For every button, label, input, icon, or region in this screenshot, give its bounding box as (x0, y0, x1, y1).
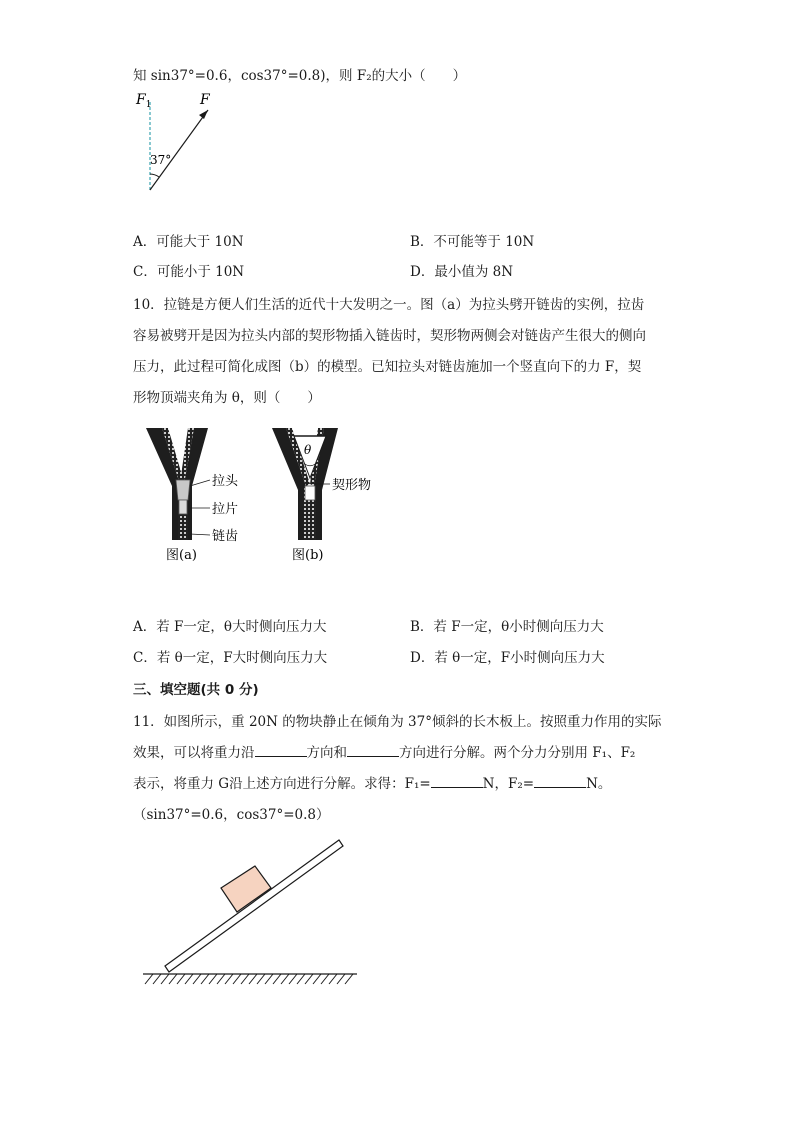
f-arrowhead (199, 110, 208, 119)
slider-icon (176, 480, 190, 500)
label-theta: θ (304, 443, 312, 457)
block (221, 866, 271, 912)
label-slider: 拉头 (212, 474, 239, 489)
left-tape (146, 428, 180, 540)
label-teeth: 链齿 (212, 529, 239, 544)
q10-option-a[interactable]: A．若 F一定，θ大时侧向压力大 (133, 619, 327, 635)
q9-stem-tail: 知 sin37°=0.6，cos37°=0.8)，则 F₂的大小（ ） (133, 68, 467, 84)
q10-option-b[interactable]: B．若 F一定，θ小时侧向压力大 (410, 619, 604, 635)
label-pull-tab: 拉片 (212, 502, 239, 517)
zipper-figure-a (140, 424, 270, 569)
blank-f2[interactable] (534, 775, 586, 788)
q9-option-b[interactable]: B．不可能等于 10N (410, 234, 535, 250)
q10-option-c[interactable]: C．若 θ一定，F大时侧向压力大 (133, 650, 328, 666)
q11-line2: 效果，可以将重力沿 方向和 方向进行分解。两个分力分别用 F₁、F₂ (133, 745, 636, 761)
f-vector-line (150, 110, 208, 190)
q9-option-a[interactable]: A．可能大于 10N (133, 234, 244, 250)
q11-line3: 表示，将重力 G沿上述方向进行分解。求得：F₁= N，F₂= N。 (133, 776, 612, 792)
caption-b: 图(b) (292, 548, 324, 563)
blank-direction-2[interactable] (347, 744, 399, 757)
pull-tab-b-icon (305, 486, 315, 500)
zipper-figure-b (268, 424, 398, 569)
q11-line4: （sin37°=0.6，cos37°=0.8） (133, 807, 330, 823)
q9-option-d[interactable]: D．最小值为 8N (410, 264, 514, 280)
q10-line4: 形物顶端夹角为 θ，则（ ） (133, 390, 321, 406)
pull-tab-icon (179, 500, 187, 514)
q9-force-diagram (128, 88, 228, 198)
angle-arc (150, 174, 159, 177)
q10-line3: 压力，此过程可简化成图（b）的模型。已知拉头对链齿施加一个竖直向下的力 F，契 (133, 359, 642, 375)
section-title: 三、填空题(共 0 分) (133, 682, 259, 698)
blank-f1[interactable] (431, 775, 483, 788)
label-wedge: 契形物 (332, 478, 372, 493)
f-label: F (200, 92, 210, 108)
q9-option-c[interactable]: C．可能小于 10N (133, 264, 245, 280)
q10-option-d[interactable]: D．若 θ一定，F小时侧向压力大 (410, 650, 605, 666)
caption-a: 图(a) (166, 548, 197, 563)
incline-figure (135, 832, 375, 992)
inclined-board (165, 840, 343, 972)
q11-line1: 11．如图所示，重 20N 的物块静止在倾角为 37°倾斜的长木板上。按照重力作用的实际 (133, 714, 662, 730)
blank-direction-1[interactable] (255, 744, 307, 757)
q10-line1: 10．拉链是方便人们生活的近代十大发明之一。图（a）为拉头劈开链齿的实例，拉齿 (133, 297, 645, 313)
f1-label: $F_1$ (136, 92, 152, 110)
q10-line2: 容易被劈开是因为拉头内部的契形物插入链齿时，契形物两侧会对链齿产生很大的侧向 (133, 328, 646, 344)
ground-hatch (145, 974, 353, 984)
angle-label: 37° (150, 153, 172, 167)
